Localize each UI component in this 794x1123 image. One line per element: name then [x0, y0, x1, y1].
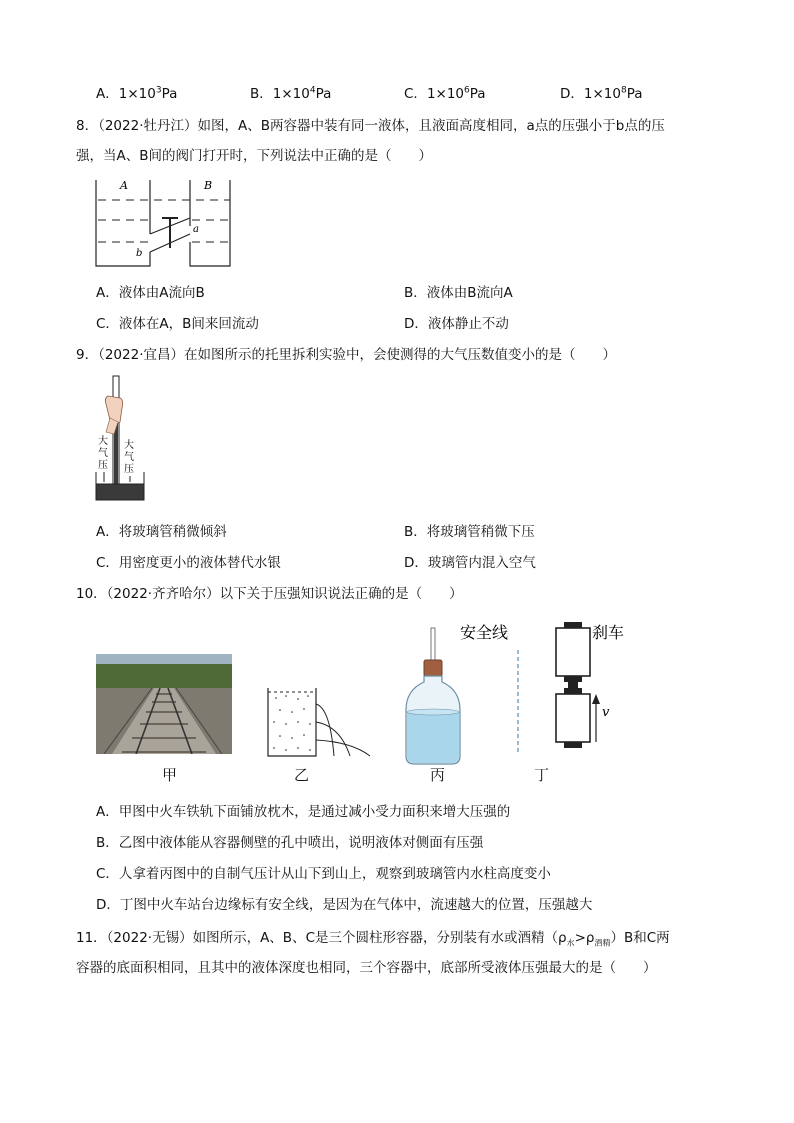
left-label-3: 压 [98, 460, 108, 471]
q7-option-b: B．$1\times 10^4Pa$ [250, 85, 332, 102]
q8-stem-line1: 8．（2022·牡丹江）如图，A、B两容器中装有同一液体，且液面高度相同，a点的压强小于b点的压 [76, 118, 665, 134]
right-label-3: 压 [124, 464, 134, 475]
q10-option-b: B．乙图中液体能从容器侧壁的孔中喷出，说明液体对侧面有压强 [96, 835, 484, 851]
q7-option-c: C．$1\times 10^6Pa$ [404, 85, 486, 102]
left-label-2: 气 [98, 448, 108, 459]
q8-option-b: B．液体由B流向A [404, 285, 513, 301]
q10-railway-photo [96, 654, 232, 754]
label-container-a: A [120, 179, 128, 192]
label-point-b: b [136, 248, 143, 259]
caption-yi: 乙 [294, 766, 310, 784]
q10-liquid-jet-figure [260, 682, 376, 762]
caption-ding: 丁 [534, 766, 550, 784]
q9-torricelli-figure [90, 372, 150, 504]
right-label-2: 气 [124, 452, 134, 463]
caption-bing: 丙 [430, 766, 446, 784]
q8-connected-containers-figure [90, 176, 240, 272]
brake-label: 刹车 [592, 623, 625, 642]
label-point-a: a [193, 224, 199, 235]
safety-line-label: 安全线 [460, 623, 509, 642]
q10-platform-train-figure [456, 618, 636, 760]
left-label-1: 大 [98, 436, 108, 447]
q9-option-a: A．将玻璃管稍微倾斜 [96, 524, 227, 540]
q9-stem: 9．（2022·宜昌）在如图所示的托里拆利实验中，会使测得的大气压数值变小的是（ ） [76, 347, 616, 363]
right-label-1: 大 [124, 440, 134, 451]
q8-option-d: D．液体静止不动 [404, 316, 509, 332]
q9-option-b: B．将玻璃管稍微下压 [404, 524, 535, 540]
q10-option-c: C．人拿着丙图中的自制气压计从山下到山上，观察到玻璃管内水柱高度变小 [96, 866, 551, 882]
q10-option-a: A．甲图中火车铁轨下面铺放枕木，是通过减小受力面积来增大压强的 [96, 804, 511, 820]
q8-stem-line2: 强，当A、B间的阀门打开时，下列说法中正确的是（ ） [76, 148, 432, 164]
q10-stem: 10．（2022·齐齐哈尔）以下关于压强知识说法正确的是（ ） [76, 586, 463, 602]
q7-option-d: D．$1\times 10^8Pa$ [560, 85, 643, 102]
q10-barometer-figure [402, 624, 464, 766]
label-container-b: B [204, 179, 213, 192]
q9-option-d: D．玻璃管内混入空气 [404, 555, 536, 571]
q7-option-a: A．$1\times 10^3Pa$ [96, 85, 178, 102]
q8-option-a: A．液体由A流向B [96, 285, 205, 301]
q11-stem-line1: 11．（2022·无锡）如图所示，A、B、C是三个圆柱形容器，分别装有水或酒精$(\rho_水>\rho_{酒精})B$和C两 [76, 930, 670, 948]
q11-stem-line2: 容器的底面积相同，且其中的液体深度也相同，三个容器中，底部所受液体压强最大的是（ ） [76, 960, 657, 976]
q8-option-c: C．液体在A，B间来回流动 [96, 316, 259, 332]
velocity-label: v [602, 705, 610, 720]
caption-jia: 甲 [162, 766, 178, 784]
q10-option-d: D．丁图中火车站台边缘标有安全线，是因为在气体中，流速越大的位置，压强越大 [96, 897, 593, 913]
q9-option-c: C．用密度更小的液体替代水银 [96, 555, 281, 571]
